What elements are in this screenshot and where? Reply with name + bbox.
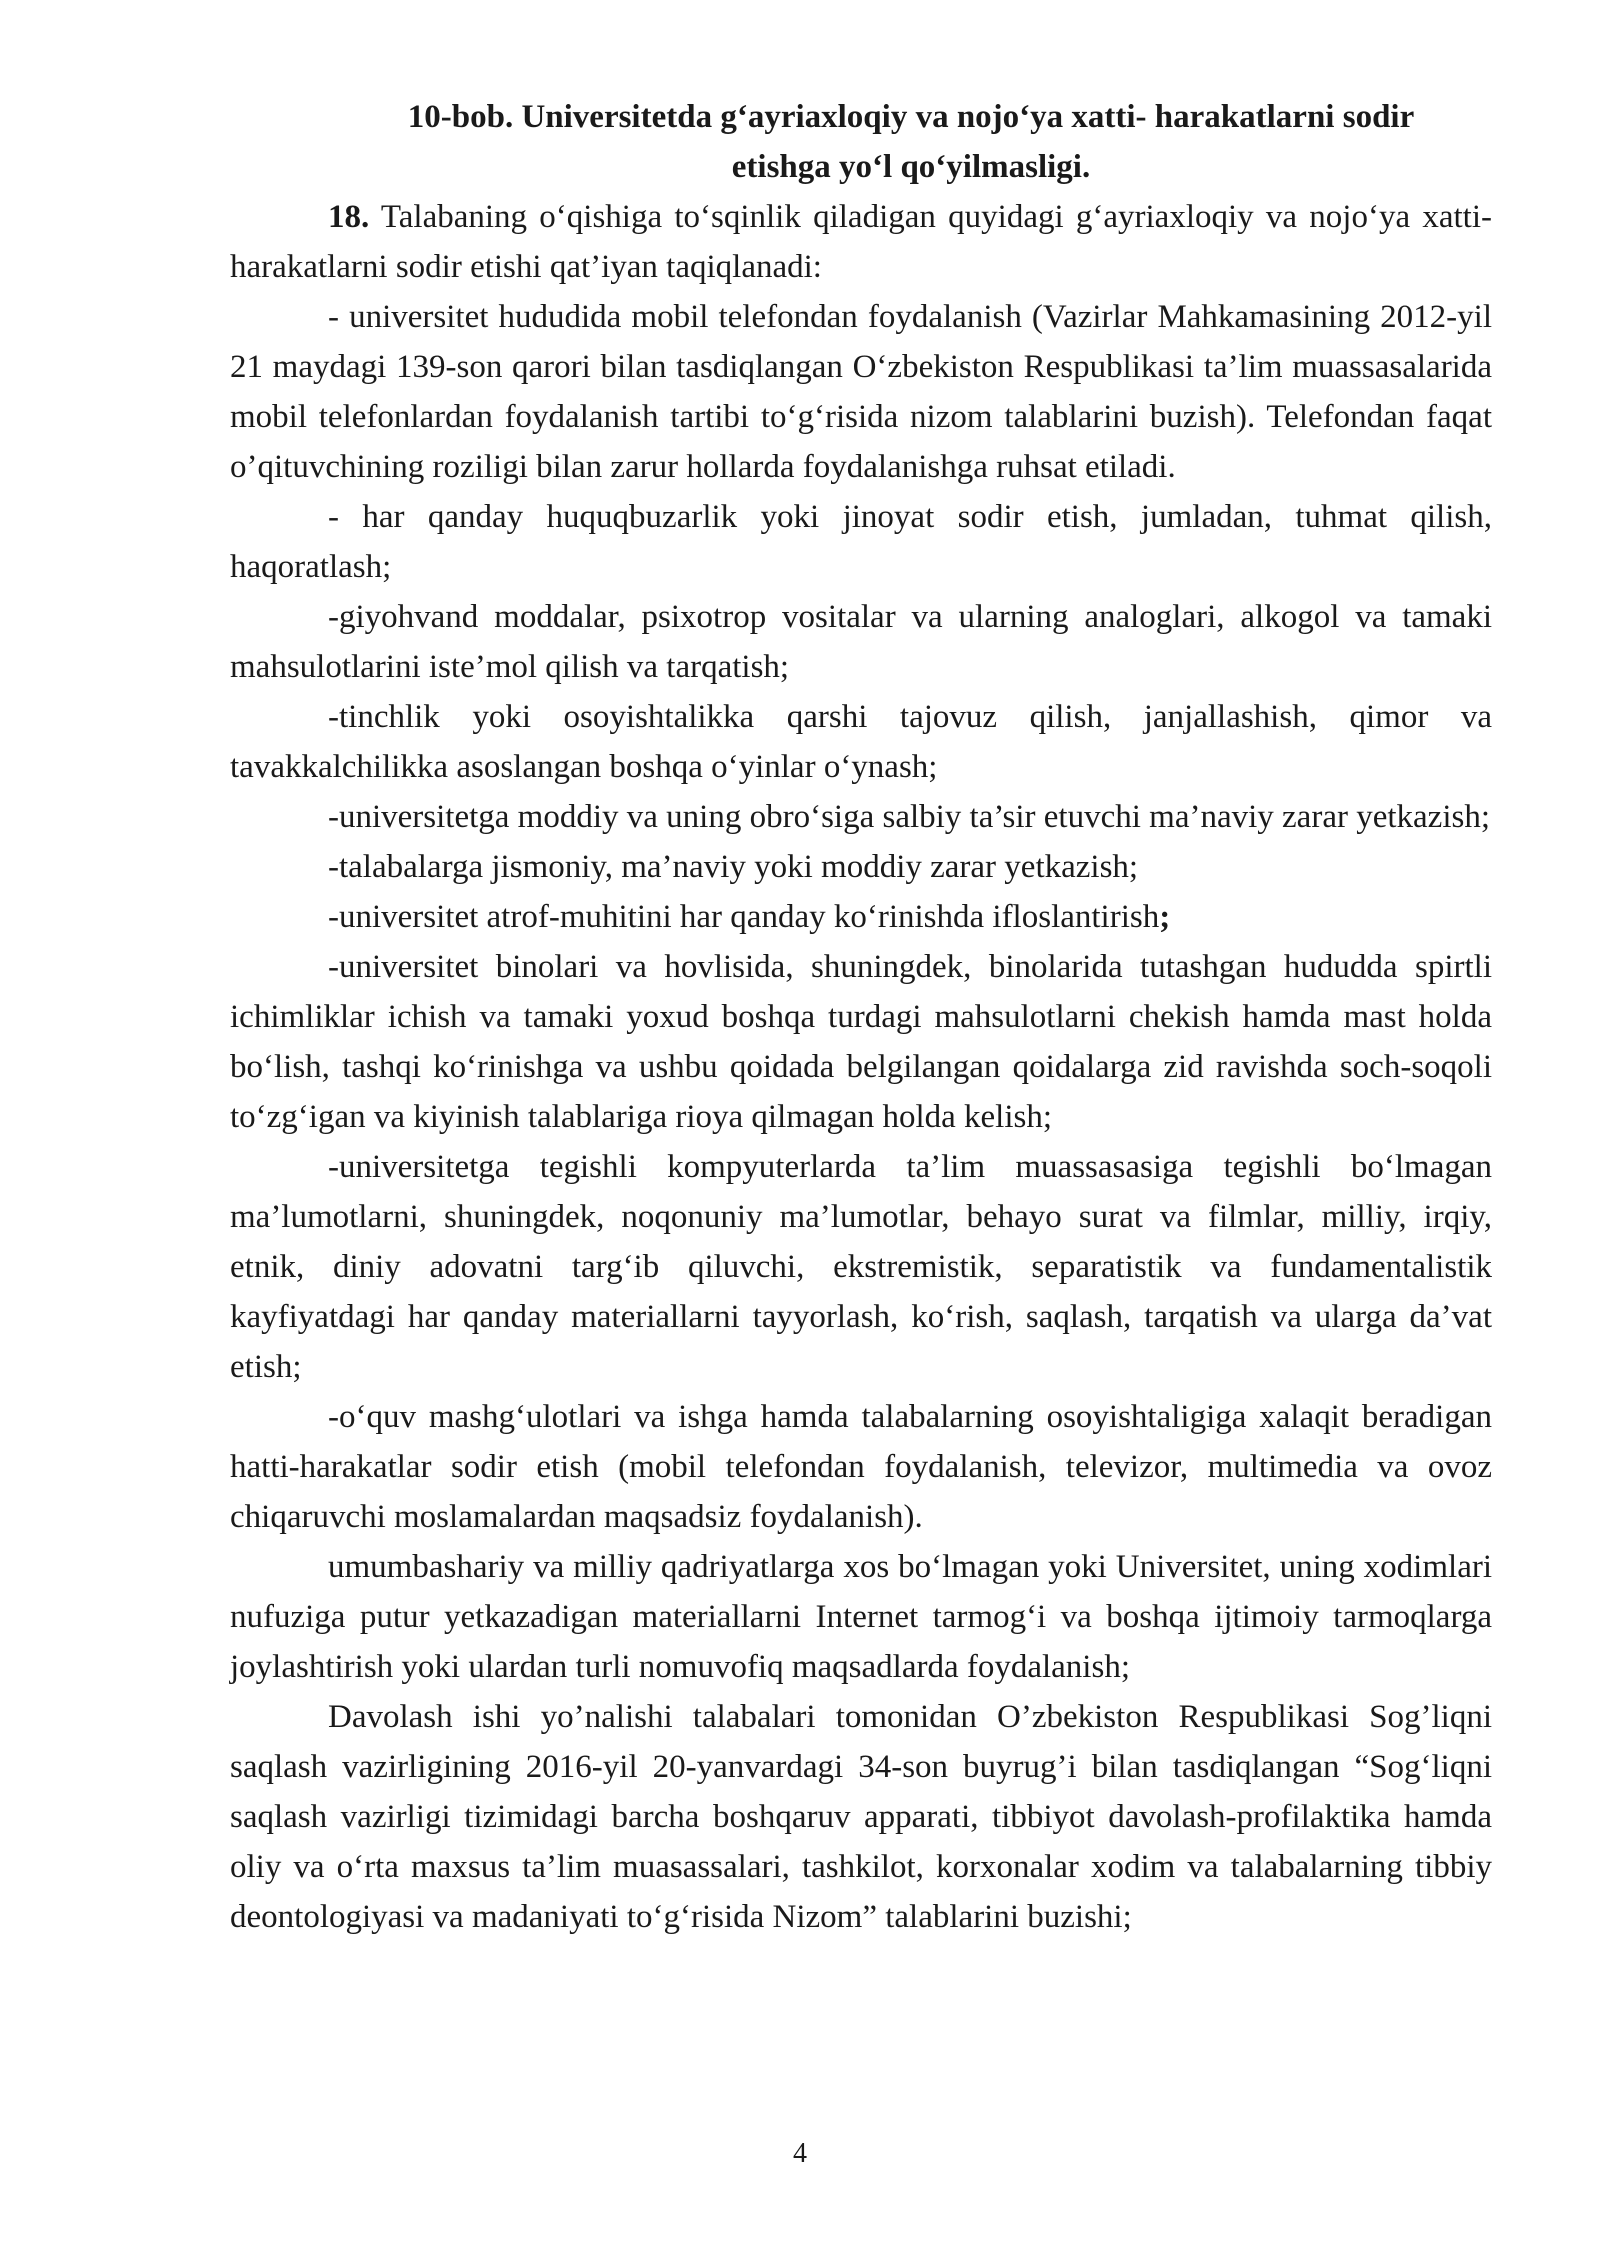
chapter-title [230, 92, 1492, 192]
rule-item-5: -universitetga moddiy va uning obro‘siga salbiy ta’sir etuvchi ma’naviy zarar yetkazish; [328, 799, 1490, 835]
rule-item-12: Davolash ishi yo’nalishi talabalari tomonidan O’zbekiston Respublikasi Sog’liqni saqlash vazirligining 2016-yil 20-yanvardagi 34-son buyrug’i bilan tasdiqlangan “Sog‘liqni saqlash vazirligi tizimidagi barcha boshqaruv apparati, tibbiyot davolash-profilaktika hamda oliy va o‘rta maxsus ta’lim muasassalari, tashkilot, korxonalar xodim va talabalarning tibbiy deontologiyasi va madaniyati to‘g‘risida Nizom” talablarini buzishi; [230, 1699, 1492, 1935]
rule-item-7 [230, 892, 1492, 942]
intro-text: Talabaning o‘qishiga to‘sqinlik qiladigan quyidagi g‘ayriaxloqiy va nojo‘ya xatti-harakatlarni sodir etishi qat’iyan taqiqlanadi: [230, 199, 1492, 285]
rule-item-11: umumbashariy va milliy qadriyatlarga xos bo‘lmagan yoki Universitet, uning xodimlari nufuziga putur yetkazadigan materiallarni Internet tarmog‘i va boshqa ijtimoiy tarmoqlarga joylashtirish yoki ulardan turli nomuvofiq maqsadlarda foydalanish; [230, 1549, 1492, 1685]
rule-item-8: -universitet binolari va hovlisida, shuningdek, binolarida tutashgan hududda spirtli ichimliklar ichish va tamaki yoxud boshqa turdagi mahsulotlarni chekish hamda mast holda bo‘lish, tashqi ko‘rinishga va ushbu qoidada belgilangan qoidalarga zid ravishda soch-soqoli to‘zg‘igan va kiyinish talablariga rioya qilmagan holda kelish; [230, 949, 1492, 1135]
intro-paragraph [230, 192, 1492, 292]
chapter-title-line-2: etishga yo‘l qo‘yilmasligi. [731, 149, 1091, 185]
rule-item-7-semicolon: ; [1159, 899, 1171, 935]
rule-item-10: -o‘quv mashg‘ulotlari va ishga hamda talabalarning osoyishtaligiga xalaqit beradigan hatti-harakatlar sodir etish (mobil telefondan foydalanish, televizor, multimedia va ovoz chiqaruvchi moslamalardan maqsadsiz foydalanish). [230, 1399, 1492, 1535]
page-content [230, 92, 1492, 1942]
chapter-title-line-1: 10-bob. Universitetda g‘ayriaxloqiy va nojo‘ya xatti- harakatlarni sodir [407, 99, 1415, 135]
rule-item-7-text: -universitet atrof-muhitini har qanday ko‘rinishda ifloslantirish [328, 899, 1160, 935]
rule-item-1: - universitet hududida mobil telefondan foydalanish (Vazirlar Mahkamasining 2012-yil 21 maydagi 139-son qarori bilan tasdiqlangan O‘zbekiston Respublikasi ta’lim muassasalarida mobil telefonlardan foydalanish tartibi to‘g‘risida nizom talablarini buzish). Telefondan faqat o’qituvchining roziligi bilan zarur hollarda foydalanishga ruhsat etiladi. [230, 299, 1492, 485]
rule-item-2: - har qanday huquqbuzarlik yoki jinoyat sodir etish, jumladan, tuhmat qilish, haqoratlash; [230, 499, 1492, 585]
rule-item-4: -tinchlik yoki osoyishtalikka qarshi tajovuz qilish, janjallashish, qimor va tavakkalchilikka asoslangan boshqa o‘yinlar o‘ynash; [230, 699, 1492, 785]
rule-item-9: -universitetga tegishli kompyuterlarda ta’lim muassasasiga tegishli bo‘lmagan ma’lumotlarni, shuningdek, noqonuniy ma’lumotlar, behayo surat va filmlar, milliy, irqiy, etnik, diniy adovatni targ‘ib qiluvchi, ekstremistik, separatistik va fundamentalistik kayfiyatdagi har qanday materiallarni tayyorlash, ko‘rish, saqlash, tarqatish va ularga da’vat etish; [230, 1149, 1492, 1385]
rule-item-6: -talabalarga jismoniy, ma’naviy yoki moddiy zarar yetkazish; [328, 849, 1139, 885]
rule-item-3: -giyohvand moddalar, psixotrop vositalar va ularning analoglari, alkogol va tamaki mahsulotlarini iste’mol qilish va tarqatish; [230, 599, 1492, 685]
paragraph-number: 18. [328, 199, 370, 235]
page-number: 4 [793, 2138, 807, 2169]
